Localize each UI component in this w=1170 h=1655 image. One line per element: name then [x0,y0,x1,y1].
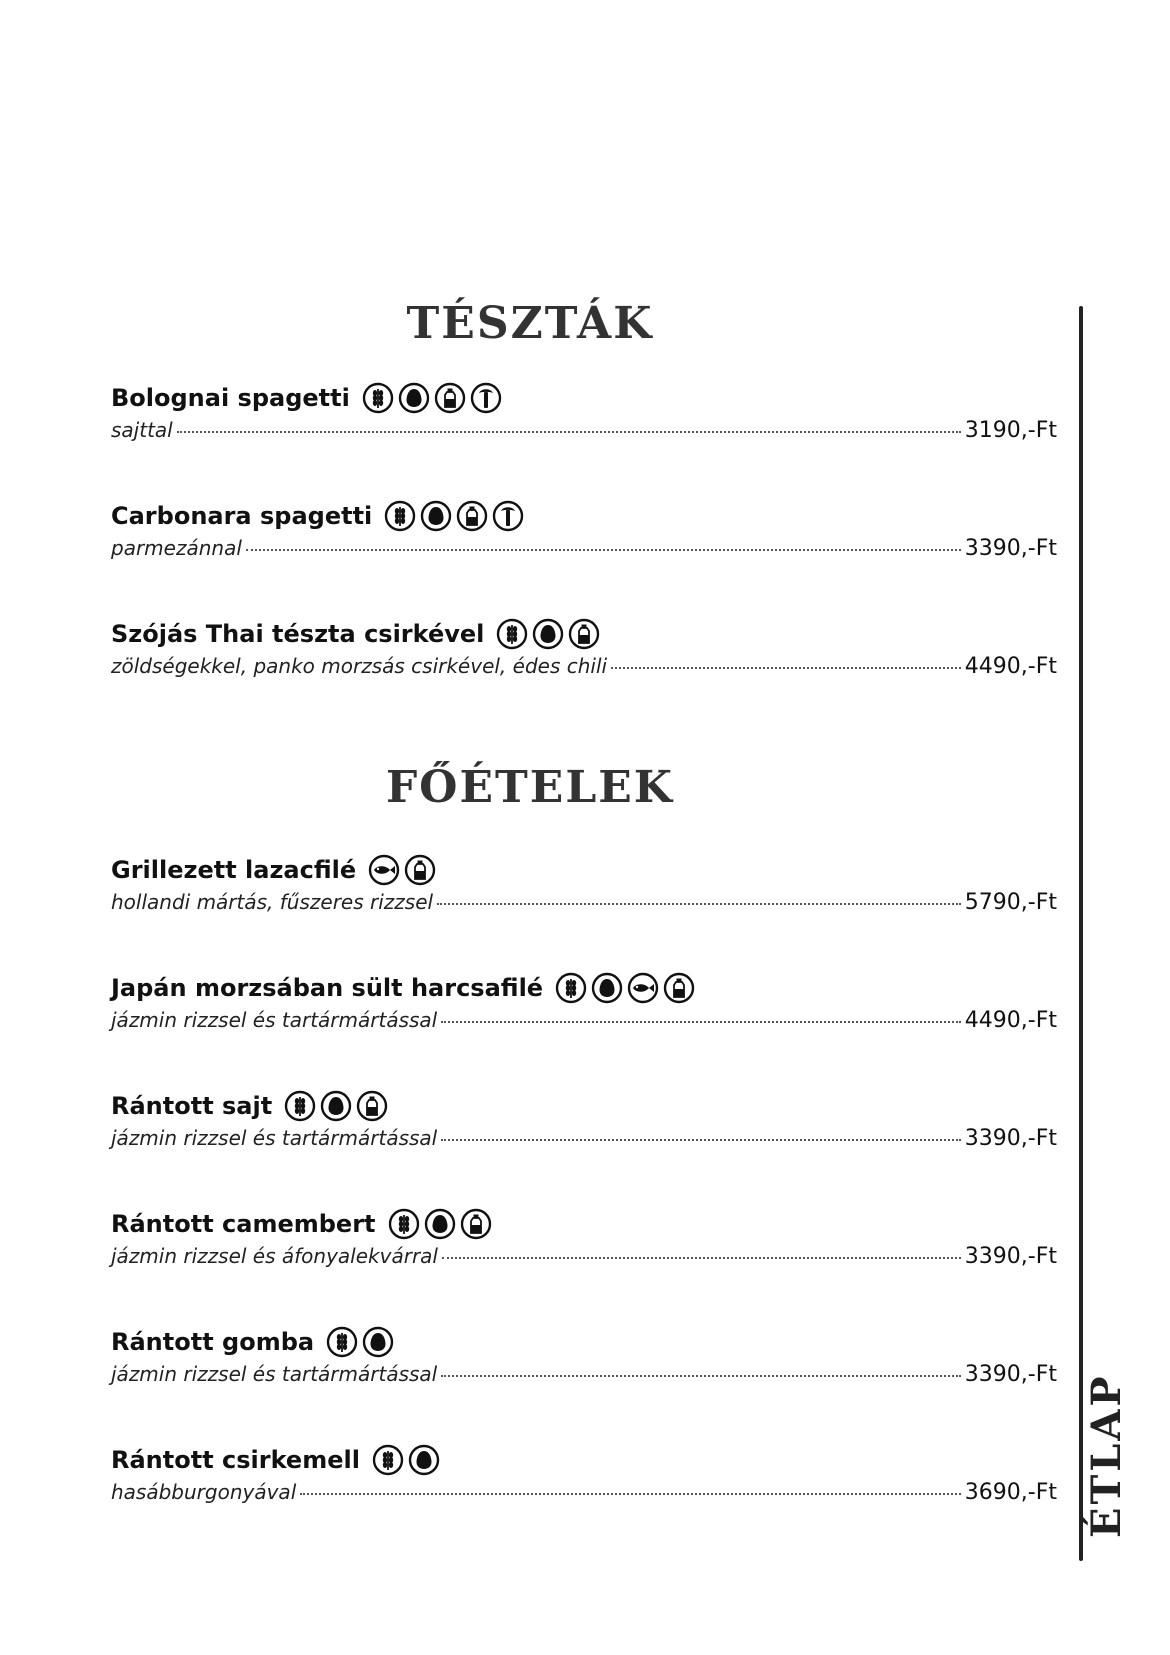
item-price: 3390,-Ft [964,1362,1057,1387]
dot-leader [300,1493,961,1495]
item-description: jázmin rizzsel és tartármártással [111,1008,438,1032]
item-description: zöldségekkel, panko morzsás csirkével, édes chili [111,654,608,678]
allergen-icons [384,1208,492,1240]
dot-leader [441,1021,961,1023]
menu-item-description-row [111,890,1057,922]
menu-item [111,1440,1057,1512]
menu-item-description-row [111,1244,1057,1276]
menu-item-description-row [111,1480,1057,1512]
egg-icon [362,1326,394,1358]
wheat-icon [388,1208,420,1240]
item-description: jázmin rizzsel és tartármártással [111,1126,438,1150]
milk-icon [456,500,488,532]
item-name: Japán morzsában sült harcsafilé [111,974,544,1002]
celery-icon [492,500,524,532]
item-name: Grillezett lazacfilé [111,856,357,884]
item-name: Rántott csirkemell [111,1446,360,1474]
egg-icon [408,1444,440,1476]
milk-icon [460,1208,492,1240]
menu-item-description-row [111,1126,1057,1158]
section-title-tesztak: TÉSZTÁK [406,298,654,349]
egg-icon [320,1090,352,1122]
item-description: hollandi mártás, fűszeres rizzsel [111,890,434,914]
dot-leader [437,903,961,905]
item-name: Rántott gomba [111,1328,315,1356]
item-name: Bolognai spagetti [111,384,350,412]
wheat-icon [326,1326,358,1358]
dot-leader [442,1257,961,1259]
menu-item-header [111,968,1057,1008]
item-price: 4490,-Ft [964,1008,1057,1033]
item-description: parmezánnal [111,536,242,560]
menu-item-description-row [111,654,1057,686]
menu-item-header [111,1204,1057,1244]
menu-item [111,968,1057,1040]
menu-item-header [111,1440,1057,1480]
dot-leader [441,1375,961,1377]
egg-icon [398,382,430,414]
allergen-icons [280,1090,388,1122]
egg-icon [420,500,452,532]
egg-icon [591,972,623,1004]
milk-icon [434,382,466,414]
menu-item [111,1086,1057,1158]
allergen-icons [492,618,600,650]
allergen-icons [551,972,695,1004]
allergen-icons [364,854,436,886]
fish-icon [368,854,400,886]
menu-item [111,496,1057,568]
menu-item [111,1204,1057,1276]
wheat-icon [362,382,394,414]
section-title-foetelek: FŐÉTELEK [385,762,675,813]
menu-item [111,378,1057,450]
wheat-icon [384,500,416,532]
fish-icon [627,972,659,1004]
allergen-icons [368,1444,440,1476]
menu-item-header [111,496,1057,536]
item-price: 5790,-Ft [964,890,1057,915]
item-name: Carbonara spagetti [111,502,373,530]
item-description: jázmin rizzsel és áfonyalekvárral [111,1244,438,1268]
item-price: 3190,-Ft [964,418,1057,443]
item-price: 3390,-Ft [964,536,1057,561]
dot-leader [441,1139,961,1141]
item-name: Rántott sajt [111,1092,273,1120]
item-name: Rántott camembert [111,1210,376,1238]
item-description: hasábburgonyával [111,1480,297,1504]
milk-icon [356,1090,388,1122]
menu-item-header [111,1086,1057,1126]
menu-item-description-row [111,536,1057,568]
milk-icon [404,854,436,886]
menu-item [111,1322,1057,1394]
menu-item-header [111,1322,1057,1362]
dot-leader [246,549,961,551]
allergen-icons [322,1326,394,1358]
item-description: sajttal [111,418,173,442]
item-price: 4490,-Ft [964,654,1057,679]
egg-icon [424,1208,456,1240]
milk-icon [568,618,600,650]
menu-item-header [111,378,1057,418]
menu-item-header [111,850,1057,890]
menu-item [111,614,1057,686]
egg-icon [532,618,564,650]
item-price: 3390,-Ft [964,1244,1057,1269]
item-name: Szójás Thai tészta csirkével [111,620,485,648]
item-description: jázmin rizzsel és tartármártással [111,1362,438,1386]
dot-leader [177,431,961,433]
milk-icon [663,972,695,1004]
menu-item-description-row [111,418,1057,450]
menu-item-header [111,614,1057,654]
dot-leader [611,667,961,669]
allergen-icons [358,382,502,414]
menu-item-description-row [111,1362,1057,1394]
wheat-icon [496,618,528,650]
side-title: ÉTLAP [1083,1373,1130,1538]
wheat-icon [284,1090,316,1122]
wheat-icon [372,1444,404,1476]
allergen-icons [380,500,524,532]
item-price: 3390,-Ft [964,1126,1057,1151]
item-price: 3690,-Ft [964,1480,1057,1505]
menu-item-description-row [111,1008,1057,1040]
celery-icon [470,382,502,414]
menu-item [111,850,1057,922]
wheat-icon [555,972,587,1004]
